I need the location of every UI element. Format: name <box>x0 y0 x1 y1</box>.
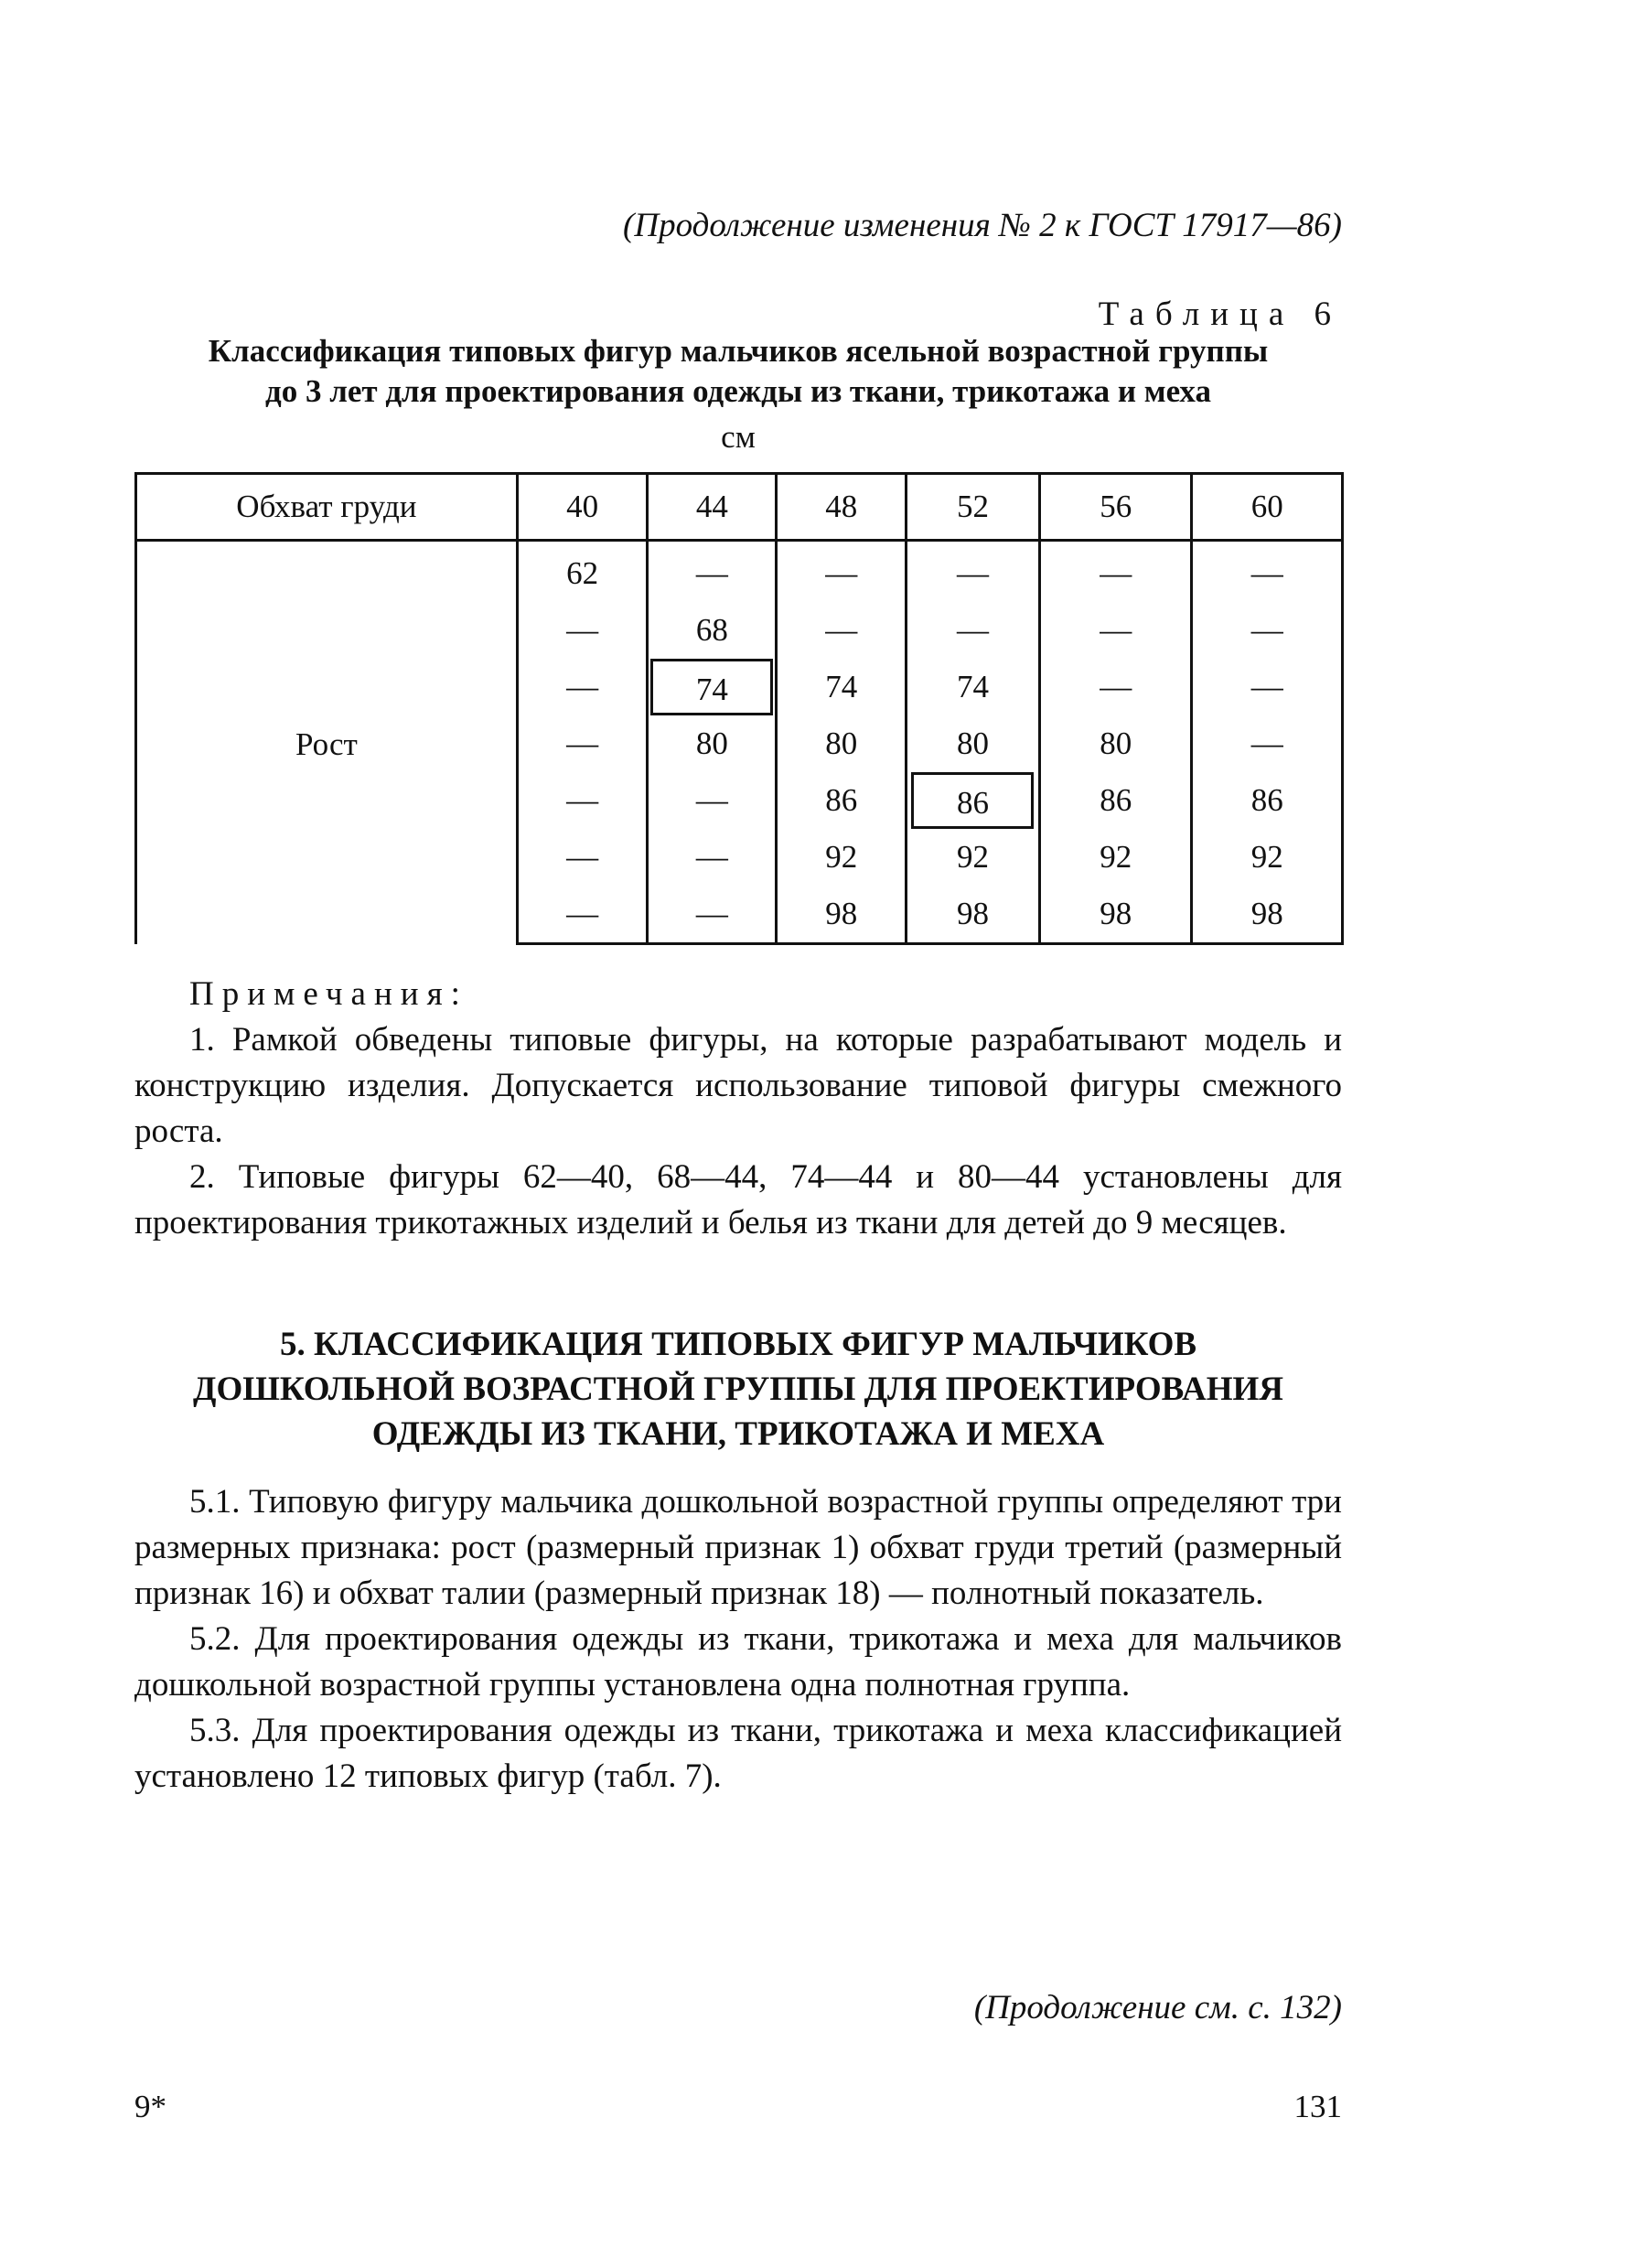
table-cell-boxed <box>906 772 1039 829</box>
table-cell: — <box>648 541 777 603</box>
paragraph: 5.1. Типовую фигуру мальчика дошкольной возрастной группы определяют три размерных признака: рост (размерный признак 1) обхват груди третий (размерный признак 16) и обхват талии (размерный признак 18) — полнотный показатель. <box>134 1483 1342 1612</box>
table-header-row <box>136 474 1343 541</box>
table-unit: см <box>721 419 756 455</box>
table-cell: 80 <box>1039 715 1192 772</box>
table-cell: 86 <box>1039 772 1192 829</box>
boxed-typical-figure: 74 <box>650 659 773 715</box>
table-cell: — <box>517 772 648 829</box>
note-item: 2. Типовые фигуры 62—40, 68—44, 74—44 и 80—44 установлены для проектирования трикотажных изделий и белья из ткани для детей до 9 месяцев. <box>134 1158 1342 1241</box>
section-title <box>134 1322 1342 1456</box>
table-label: Таблица 6 <box>1098 296 1342 333</box>
table-cell: — <box>648 829 777 886</box>
table-cell: 92 <box>777 829 907 886</box>
table-cell: — <box>517 659 648 715</box>
table-cell: 68 <box>648 602 777 659</box>
table-cell: — <box>906 541 1039 603</box>
table-title <box>134 331 1342 412</box>
table-cell: 98 <box>906 886 1039 944</box>
table-cell-boxed <box>648 659 777 715</box>
table-title-line-2: до 3 лет для проектирования одежды из ткани, трикотажа и меха <box>265 373 1211 409</box>
table-row <box>136 541 1343 603</box>
column-header: 40 <box>517 474 648 541</box>
table-cell: — <box>1039 541 1192 603</box>
row-label: Рост <box>136 541 518 944</box>
table-cell: 86 <box>777 772 907 829</box>
paragraph: 5.2. Для проектирования одежды из ткани, трикотажа и меха для мальчиков дошкольной возрастной группы установлена одна полнотная группа. <box>134 1620 1342 1704</box>
table-cell: — <box>1192 715 1343 772</box>
table-cell: 92 <box>1192 829 1343 886</box>
size-table <box>134 472 1344 945</box>
header-note: (Продолжение изменения № 2 к ГОСТ 17917—86) <box>623 207 1342 244</box>
table-cell: 92 <box>1039 829 1192 886</box>
notes-heading: Примечания: <box>189 975 468 1013</box>
table-notes <box>134 972 1342 1246</box>
paragraph: 5.3. Для проектирования одежды из ткани, трикотажа и меха классификацией установлено 12 типовых фигур (табл. 7). <box>134 1712 1342 1795</box>
table-cell: 62 <box>517 541 648 603</box>
table-cell: 86 <box>1192 772 1343 829</box>
table-cell: 74 <box>777 659 907 715</box>
table-cell: 98 <box>777 886 907 944</box>
table-cell: — <box>1039 659 1192 715</box>
table-cell: — <box>777 602 907 659</box>
column-header: 56 <box>1039 474 1192 541</box>
table-cell: — <box>648 886 777 944</box>
header-label: Обхват груди <box>136 474 518 541</box>
section-title-line-3: ОДЕЖДЫ ИЗ ТКАНИ, ТРИКОТАЖА И МЕХА <box>371 1415 1105 1453</box>
table-cell: 98 <box>1039 886 1192 944</box>
table-cell: 98 <box>1192 886 1343 944</box>
section-title-line-1: 5. КЛАССИФИКАЦИЯ ТИПОВЫХ ФИГУР МАЛЬЧИКОВ <box>279 1326 1197 1363</box>
table-cell: — <box>648 772 777 829</box>
table-cell: — <box>777 541 907 603</box>
table-cell: — <box>517 602 648 659</box>
boxed-typical-figure: 86 <box>911 772 1034 829</box>
column-header: 52 <box>906 474 1039 541</box>
page-number: 131 <box>1293 2089 1342 2124</box>
table-cell: — <box>1192 602 1343 659</box>
footer-signature-mark: 9* <box>134 2089 166 2124</box>
table-cell: — <box>1192 541 1343 603</box>
section-title-line-2: ДОШКОЛЬНОЙ ВОЗРАСТНОЙ ГРУППЫ ДЛЯ ПРОЕКТИРОВАНИЯ <box>193 1370 1283 1408</box>
table-cell: 92 <box>906 829 1039 886</box>
table-cell: — <box>1192 659 1343 715</box>
column-header: 48 <box>777 474 907 541</box>
table-cell: 74 <box>906 659 1039 715</box>
continued-note: (Продолжение см. с. 132) <box>973 1989 1342 2026</box>
table-cell: — <box>517 829 648 886</box>
column-header: 60 <box>1192 474 1343 541</box>
table-cell: — <box>1039 602 1192 659</box>
note-item: 1. Рамкой обведены типовые фигуры, на которые разрабатывают модель и конструкцию изделия. Допускается использование типовой фигуры смежного роста. <box>134 1021 1342 1150</box>
table-cell: — <box>517 715 648 772</box>
section-body <box>134 1479 1342 1800</box>
table-cell: 80 <box>906 715 1039 772</box>
table-cell: 80 <box>777 715 907 772</box>
table-cell: 80 <box>648 715 777 772</box>
table-title-line-1: Классификация типовых фигур мальчиков ясельной возрастной группы <box>208 333 1269 369</box>
table-cell: — <box>906 602 1039 659</box>
column-header: 44 <box>648 474 777 541</box>
table-cell: — <box>517 886 648 944</box>
